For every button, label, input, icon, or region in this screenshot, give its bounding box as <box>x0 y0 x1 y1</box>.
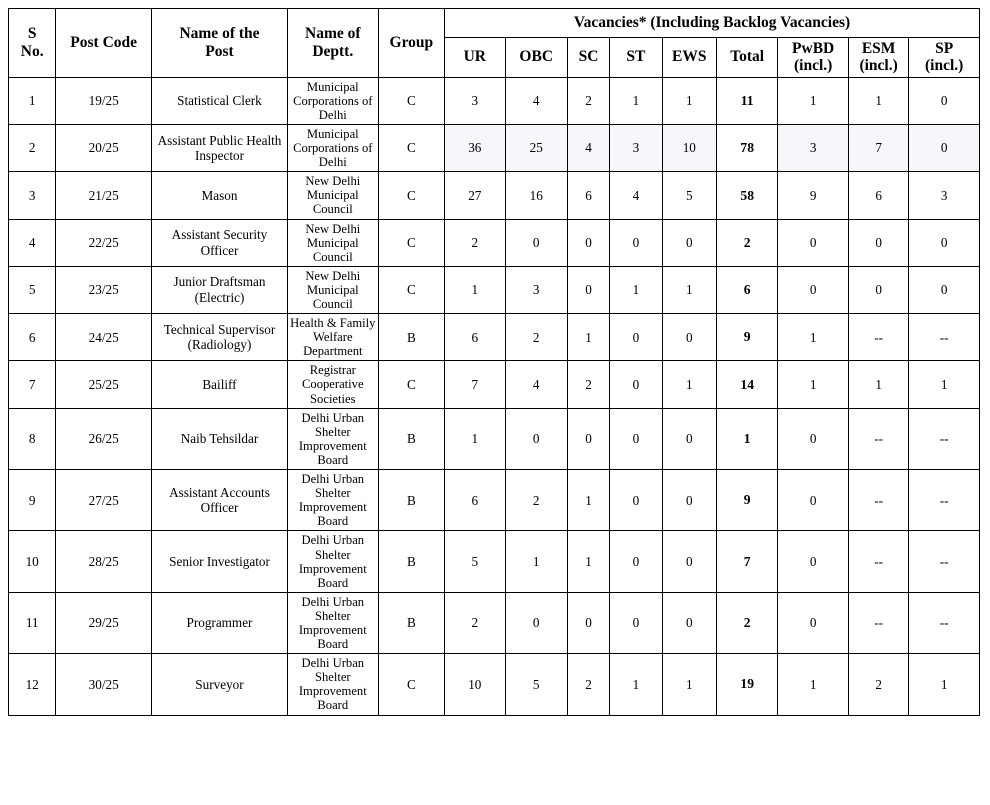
cell-pwbd: 1 <box>778 77 849 124</box>
cell-total: 7 <box>716 531 777 592</box>
cell-sp: 1 <box>909 654 980 715</box>
table-row <box>9 266 980 313</box>
cell-total: 11 <box>716 77 777 124</box>
cell-name-of-deptt: Municipal Corporations of Delhi <box>287 124 378 171</box>
cell-esm: -- <box>848 470 908 531</box>
cell-pwbd: 1 <box>778 361 849 408</box>
cell-total: 2 <box>716 592 777 653</box>
cell-esm: 0 <box>848 219 908 266</box>
cell-esm: 2 <box>848 654 908 715</box>
column-header-vacancies-group: Vacancies* (Including Backlog Vacancies) <box>445 9 980 38</box>
cell-s-no: 9 <box>9 470 56 531</box>
cell-group: B <box>378 408 444 469</box>
cell-group: B <box>378 531 444 592</box>
cell-sc: 0 <box>567 592 609 653</box>
cell-ur: 10 <box>445 654 505 715</box>
cell-post-code: 24/25 <box>56 314 152 361</box>
cell-group: C <box>378 77 444 124</box>
cell-ews: 0 <box>662 219 716 266</box>
cell-sp: 1 <box>909 361 980 408</box>
column-header-pwbd <box>778 37 849 77</box>
cell-obc: 0 <box>505 408 567 469</box>
cell-s-no: 1 <box>9 77 56 124</box>
cell-name-of-deptt: Registrar Cooperative Societies <box>287 361 378 408</box>
cell-ur: 6 <box>445 470 505 531</box>
column-header-sc: SC <box>567 37 609 77</box>
cell-name-of-post: Assistant Accounts Officer <box>152 470 288 531</box>
cell-ews: 0 <box>662 314 716 361</box>
cell-esm: 6 <box>848 172 908 219</box>
cell-ur: 27 <box>445 172 505 219</box>
column-header-ur: UR <box>445 37 505 77</box>
cell-s-no: 8 <box>9 408 56 469</box>
cell-post-code: 23/25 <box>56 266 152 313</box>
cell-pwbd: 1 <box>778 314 849 361</box>
cell-name-of-post: Mason <box>152 172 288 219</box>
cell-obc: 0 <box>505 219 567 266</box>
cell-group: B <box>378 470 444 531</box>
cell-total: 78 <box>716 124 777 171</box>
cell-total: 1 <box>716 408 777 469</box>
cell-name-of-deptt: Delhi Urban Shelter Improvement Board <box>287 531 378 592</box>
cell-group: C <box>378 361 444 408</box>
column-header-name-of-deptt <box>287 9 378 78</box>
cell-total: 9 <box>716 314 777 361</box>
column-header-esm <box>848 37 908 77</box>
cell-ur: 3 <box>445 77 505 124</box>
cell-ews: 0 <box>662 408 716 469</box>
column-header-sp <box>909 37 980 77</box>
column-header-sp-line2: (incl.) <box>925 57 964 75</box>
cell-obc: 2 <box>505 314 567 361</box>
cell-st: 0 <box>610 314 662 361</box>
cell-esm: -- <box>848 314 908 361</box>
cell-group: B <box>378 592 444 653</box>
cell-sc: 2 <box>567 77 609 124</box>
cell-post-code: 29/25 <box>56 592 152 653</box>
cell-st: 0 <box>610 361 662 408</box>
cell-ur: 1 <box>445 266 505 313</box>
cell-st: 0 <box>610 531 662 592</box>
table-row <box>9 77 980 124</box>
cell-name-of-post: Senior Investigator <box>152 531 288 592</box>
cell-name-of-post: Surveyor <box>152 654 288 715</box>
cell-esm: 1 <box>848 361 908 408</box>
cell-s-no: 6 <box>9 314 56 361</box>
vacancy-table <box>8 8 980 716</box>
cell-esm: 1 <box>848 77 908 124</box>
cell-esm: -- <box>848 408 908 469</box>
cell-esm: 7 <box>848 124 908 171</box>
table-row <box>9 592 980 653</box>
cell-total: 2 <box>716 219 777 266</box>
cell-obc: 0 <box>505 592 567 653</box>
cell-sc: 2 <box>567 361 609 408</box>
cell-group: C <box>378 124 444 171</box>
cell-total: 14 <box>716 361 777 408</box>
cell-st: 0 <box>610 408 662 469</box>
cell-sc: 1 <box>567 470 609 531</box>
cell-ews: 0 <box>662 531 716 592</box>
cell-total: 9 <box>716 470 777 531</box>
cell-name-of-post: Assistant Public Health Inspector <box>152 124 288 171</box>
cell-ur: 6 <box>445 314 505 361</box>
cell-ur: 7 <box>445 361 505 408</box>
cell-sc: 6 <box>567 172 609 219</box>
cell-st: 1 <box>610 77 662 124</box>
column-header-sp-line1: SP <box>935 39 954 57</box>
table-row <box>9 531 980 592</box>
cell-name-of-post: Programmer <box>152 592 288 653</box>
cell-post-code: 27/25 <box>56 470 152 531</box>
cell-pwbd: 1 <box>778 654 849 715</box>
cell-ews: 1 <box>662 361 716 408</box>
cell-ews: 0 <box>662 470 716 531</box>
cell-name-of-post: Statistical Clerk <box>152 77 288 124</box>
column-header-group: Group <box>378 9 444 78</box>
cell-name-of-deptt: Delhi Urban Shelter Improvement Board <box>287 408 378 469</box>
cell-sc: 0 <box>567 219 609 266</box>
cell-ur: 5 <box>445 531 505 592</box>
cell-name-of-deptt: New Delhi Municipal Council <box>287 172 378 219</box>
cell-name-of-post: Technical Supervisor (Radiology) <box>152 314 288 361</box>
cell-st: 1 <box>610 654 662 715</box>
column-header-esm-line1: ESM <box>861 39 896 57</box>
cell-pwbd: 0 <box>778 266 849 313</box>
column-header-pwbd-line2: (incl.) <box>794 57 833 75</box>
cell-name-of-deptt: Health & Family Welfare Department <box>287 314 378 361</box>
cell-sc: 1 <box>567 531 609 592</box>
column-header-s-no-line2: No. <box>20 42 44 60</box>
cell-st: 3 <box>610 124 662 171</box>
cell-name-of-post: Junior Draftsman (Electric) <box>152 266 288 313</box>
cell-total: 6 <box>716 266 777 313</box>
cell-pwbd: 0 <box>778 470 849 531</box>
cell-pwbd: 0 <box>778 531 849 592</box>
table-row <box>9 361 980 408</box>
cell-s-no: 5 <box>9 266 56 313</box>
cell-obc: 25 <box>505 124 567 171</box>
cell-sc: 2 <box>567 654 609 715</box>
cell-s-no: 10 <box>9 531 56 592</box>
table-row <box>9 124 980 171</box>
table-row <box>9 314 980 361</box>
table-row <box>9 219 980 266</box>
cell-group: C <box>378 266 444 313</box>
cell-ews: 5 <box>662 172 716 219</box>
table-row <box>9 470 980 531</box>
table-row <box>9 654 980 715</box>
column-header-st: ST <box>610 37 662 77</box>
cell-name-of-post: Bailiff <box>152 361 288 408</box>
cell-name-of-post: Naib Tehsildar <box>152 408 288 469</box>
cell-name-of-deptt: Municipal Corporations of Delhi <box>287 77 378 124</box>
cell-esm: -- <box>848 531 908 592</box>
column-header-obc: OBC <box>505 37 567 77</box>
cell-sp: 0 <box>909 219 980 266</box>
cell-group: B <box>378 314 444 361</box>
cell-pwbd: 3 <box>778 124 849 171</box>
cell-ur: 1 <box>445 408 505 469</box>
cell-ews: 0 <box>662 592 716 653</box>
cell-sp: -- <box>909 408 980 469</box>
cell-post-code: 25/25 <box>56 361 152 408</box>
table-row <box>9 172 980 219</box>
cell-s-no: 12 <box>9 654 56 715</box>
cell-ews: 10 <box>662 124 716 171</box>
cell-st: 0 <box>610 592 662 653</box>
column-header-name-of-post-line2: Post <box>205 42 234 60</box>
cell-pwbd: 0 <box>778 219 849 266</box>
cell-obc: 2 <box>505 470 567 531</box>
column-header-esm-line2: (incl.) <box>859 57 898 75</box>
column-header-pwbd-line1: PwBD <box>792 39 835 57</box>
cell-sp: -- <box>909 470 980 531</box>
cell-s-no: 4 <box>9 219 56 266</box>
cell-post-code: 30/25 <box>56 654 152 715</box>
cell-post-code: 20/25 <box>56 124 152 171</box>
cell-sc: 0 <box>567 408 609 469</box>
cell-post-code: 28/25 <box>56 531 152 592</box>
cell-name-of-deptt: Delhi Urban Shelter Improvement Board <box>287 592 378 653</box>
cell-sc: 0 <box>567 266 609 313</box>
cell-name-of-deptt: New Delhi Municipal Council <box>287 266 378 313</box>
table-body <box>9 77 980 715</box>
cell-s-no: 11 <box>9 592 56 653</box>
cell-obc: 5 <box>505 654 567 715</box>
table-row <box>9 408 980 469</box>
column-header-name-of-deptt-line1: Name of <box>305 25 361 43</box>
column-header-s-no <box>9 9 56 78</box>
cell-sc: 1 <box>567 314 609 361</box>
column-header-s-no-line1: S <box>27 25 37 43</box>
column-header-name-of-deptt-line2: Deptt. <box>312 42 354 60</box>
cell-obc: 16 <box>505 172 567 219</box>
header-row-top <box>9 9 980 38</box>
cell-obc: 4 <box>505 77 567 124</box>
cell-name-of-post: Assistant Security Officer <box>152 219 288 266</box>
cell-s-no: 7 <box>9 361 56 408</box>
cell-sp: 0 <box>909 124 980 171</box>
cell-s-no: 2 <box>9 124 56 171</box>
cell-esm: -- <box>848 592 908 653</box>
cell-obc: 4 <box>505 361 567 408</box>
cell-ur: 2 <box>445 592 505 653</box>
cell-ur: 2 <box>445 219 505 266</box>
cell-group: C <box>378 219 444 266</box>
cell-sp: -- <box>909 531 980 592</box>
table-header <box>9 9 980 78</box>
cell-obc: 1 <box>505 531 567 592</box>
cell-ews: 1 <box>662 654 716 715</box>
cell-ur: 36 <box>445 124 505 171</box>
cell-sp: 3 <box>909 172 980 219</box>
column-header-post-code: Post Code <box>56 9 152 78</box>
cell-name-of-deptt: Delhi Urban Shelter Improvement Board <box>287 470 378 531</box>
cell-st: 0 <box>610 219 662 266</box>
cell-post-code: 19/25 <box>56 77 152 124</box>
cell-group: C <box>378 654 444 715</box>
cell-st: 0 <box>610 470 662 531</box>
cell-post-code: 26/25 <box>56 408 152 469</box>
cell-name-of-deptt: Delhi Urban Shelter Improvement Board <box>287 654 378 715</box>
cell-total: 58 <box>716 172 777 219</box>
cell-ews: 1 <box>662 266 716 313</box>
cell-s-no: 3 <box>9 172 56 219</box>
cell-sp: -- <box>909 592 980 653</box>
cell-st: 4 <box>610 172 662 219</box>
column-header-ews: EWS <box>662 37 716 77</box>
cell-post-code: 22/25 <box>56 219 152 266</box>
cell-name-of-deptt: New Delhi Municipal Council <box>287 219 378 266</box>
column-header-total: Total <box>716 37 777 77</box>
column-header-name-of-post-line1: Name of the <box>179 25 260 43</box>
cell-pwbd: 0 <box>778 592 849 653</box>
cell-st: 1 <box>610 266 662 313</box>
cell-pwbd: 0 <box>778 408 849 469</box>
cell-esm: 0 <box>848 266 908 313</box>
cell-post-code: 21/25 <box>56 172 152 219</box>
cell-sp: -- <box>909 314 980 361</box>
cell-sc: 4 <box>567 124 609 171</box>
cell-pwbd: 9 <box>778 172 849 219</box>
cell-group: C <box>378 172 444 219</box>
cell-sp: 0 <box>909 266 980 313</box>
cell-sp: 0 <box>909 77 980 124</box>
column-header-name-of-post <box>152 9 288 78</box>
cell-obc: 3 <box>505 266 567 313</box>
cell-total: 19 <box>716 654 777 715</box>
cell-ews: 1 <box>662 77 716 124</box>
